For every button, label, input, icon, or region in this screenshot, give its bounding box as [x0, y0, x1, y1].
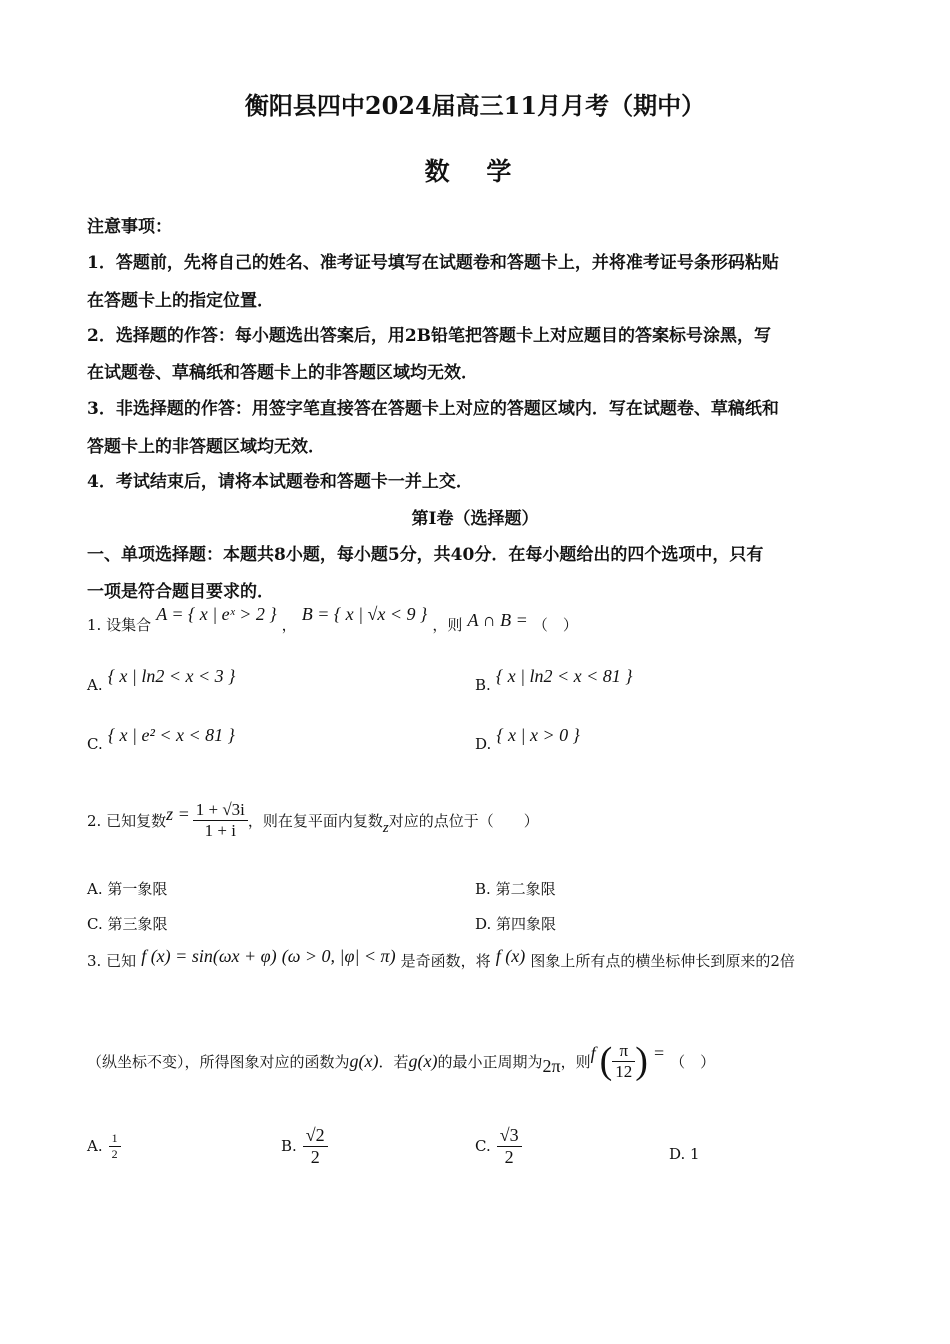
q2-prefix: 2. 已知复数: [87, 811, 167, 830]
notice-line-5: 3．非选择题的作答：用签字笔直接答在答题卡上对应的答题区域内．写在试题卷、草稿纸和: [87, 399, 779, 419]
q3-lparen-icon: (: [599, 1040, 613, 1082]
question-2-stem: [87, 790, 539, 850]
volume-heading: 第Ⅰ卷（选择题）: [411, 509, 539, 529]
option-label: B.: [475, 676, 491, 694]
notice-heading: 注意事项：: [87, 217, 172, 237]
option-text: 1: [690, 1145, 700, 1163]
fraction-num: √2: [303, 1125, 328, 1147]
q2-suffix: 对应的点位于（ ）: [388, 811, 539, 830]
q3-mid2: 图象上所有点的横坐标伸长到原来的2倍: [530, 952, 795, 970]
q1-then: ，则: [432, 616, 463, 634]
q3-line2-b: ．若: [378, 1052, 409, 1071]
q1-option-b: [475, 666, 633, 695]
q2-numerator: 1 + √3i: [193, 800, 248, 821]
q3-option-c: [475, 1118, 522, 1174]
option-fraction: [109, 1131, 121, 1162]
q3-function: f (x) = sin(ωx + φ): [141, 946, 277, 966]
q3-period: 2π: [542, 1055, 561, 1076]
q3-option-b: [281, 1118, 328, 1174]
fraction-num: 1: [109, 1131, 121, 1147]
option-label: D.: [669, 1145, 686, 1163]
q2-fraction: [193, 800, 248, 841]
question-1-stem: [87, 604, 578, 635]
q1-set-b: B = { x | √x < 9 }: [301, 604, 428, 624]
q1-set-a: A = { x | eˣ > 2 }: [156, 604, 277, 624]
q3-gx-2: g(x): [408, 1050, 438, 1071]
option-label: C.: [87, 915, 103, 933]
q3-f: f: [590, 1042, 596, 1063]
q1-option-d: [475, 725, 580, 754]
q3-line2-c: 的最小正周期为: [437, 1052, 543, 1071]
q2-z: z: [382, 819, 389, 836]
option-label: D.: [475, 735, 492, 753]
q1-paren: （ ）: [532, 616, 578, 634]
q1-prefix: 1. 设集合: [87, 616, 152, 634]
option-label: D.: [475, 915, 492, 933]
q2-mid: ，则在复平面内复数: [247, 811, 383, 830]
fraction-num: √3: [497, 1125, 522, 1147]
q2-z-eq: z =: [166, 803, 190, 824]
question-3-stem-line2: [87, 1033, 715, 1089]
q3-fx: f (x): [495, 946, 526, 966]
option-expr: { x | x > 0 }: [496, 725, 580, 745]
q3-mid1: 是奇函数，将: [400, 952, 491, 970]
q3-option-a: [87, 1118, 121, 1174]
subject-title: 数 学: [424, 157, 526, 186]
q3-line2-a: （纵坐标不变），所得图象对应的函数为: [87, 1052, 350, 1071]
q1-comma: ，: [281, 616, 297, 634]
q3-condition: (ω > 0, |φ| < π): [281, 946, 396, 966]
q1-intersection: A ∩ B =: [467, 610, 528, 630]
q3-option-d: [669, 1145, 700, 1163]
q2-option-a: [87, 878, 167, 899]
option-label: A.: [87, 1137, 103, 1155]
q2-option-c: [87, 913, 168, 934]
q3-line2-d: ，则: [560, 1052, 591, 1071]
notice-line-4: 在试题卷、草稿纸和答题卡上的非答题区域均无效．: [87, 363, 478, 383]
notice-line-1: 1．答题前，先将自己的姓名、准考证号填写在试题卷和答题卡上，并将准考证号条形码粘贴: [87, 253, 779, 273]
option-fraction: [497, 1125, 522, 1168]
option-text: 第三象限: [107, 915, 168, 933]
notice-line-3: 2．选择题的作答：每小题选出答案后，用2B铅笔把答题卡上对应题目的答案标号涂黑，写: [87, 326, 772, 346]
fraction-den: 2: [504, 1146, 514, 1167]
q3-rparen-icon: ): [635, 1040, 648, 1082]
q2-denominator: 1 + i: [204, 820, 236, 840]
q2-option-d: [475, 913, 556, 934]
option-text: 第四象限: [496, 915, 557, 933]
q3-prefix: 3. 已知: [87, 952, 137, 970]
option-expr: { x | e² < x < 81 }: [107, 725, 235, 745]
notice-line-2: 在答题卡上的指定位置．: [87, 291, 274, 311]
option-fraction: [303, 1125, 328, 1168]
part1-instruction-2: 一项是符合题目要求的．: [87, 582, 274, 602]
option-expr: { x | ln2 < x < 3 }: [107, 666, 236, 686]
notice-line-7: 4．考试结束后，请将本试题卷和答题卡一并上交．: [87, 472, 473, 492]
option-label: A.: [87, 676, 103, 694]
question-3-stem-line1: [87, 946, 795, 971]
q3-pi-num: π: [612, 1041, 635, 1062]
option-text: 第二象限: [495, 880, 556, 898]
option-label: B.: [281, 1137, 297, 1155]
option-label: C.: [87, 735, 103, 753]
part1-instruction-1: 一、单项选择题：本题共8小题，每小题5分，共40分．在每小题给出的四个选项中，只有: [87, 545, 764, 565]
option-label: A.: [87, 880, 103, 898]
q3-pi-den: 12: [615, 1061, 633, 1081]
exam-title: 衡阳县四中2024届高三11月月考（期中）: [244, 91, 706, 120]
q1-option-a: [87, 666, 236, 695]
q3-pi-fraction: [612, 1041, 635, 1082]
q3-gx: g(x): [349, 1050, 379, 1071]
option-expr: { x | ln2 < x < 81 }: [495, 666, 633, 686]
fraction-den: 2: [310, 1146, 320, 1167]
q3-eq: =: [653, 1042, 665, 1063]
option-label: B.: [475, 880, 491, 898]
option-text: 第一象限: [107, 880, 168, 898]
q2-option-b: [475, 878, 556, 899]
notice-line-6: 答题卡上的非答题区域均无效．: [87, 437, 325, 457]
q1-option-c: [87, 725, 235, 754]
q3-paren: （ ）: [670, 1052, 716, 1071]
fraction-den: 2: [111, 1146, 118, 1161]
option-label: C.: [475, 1137, 491, 1155]
